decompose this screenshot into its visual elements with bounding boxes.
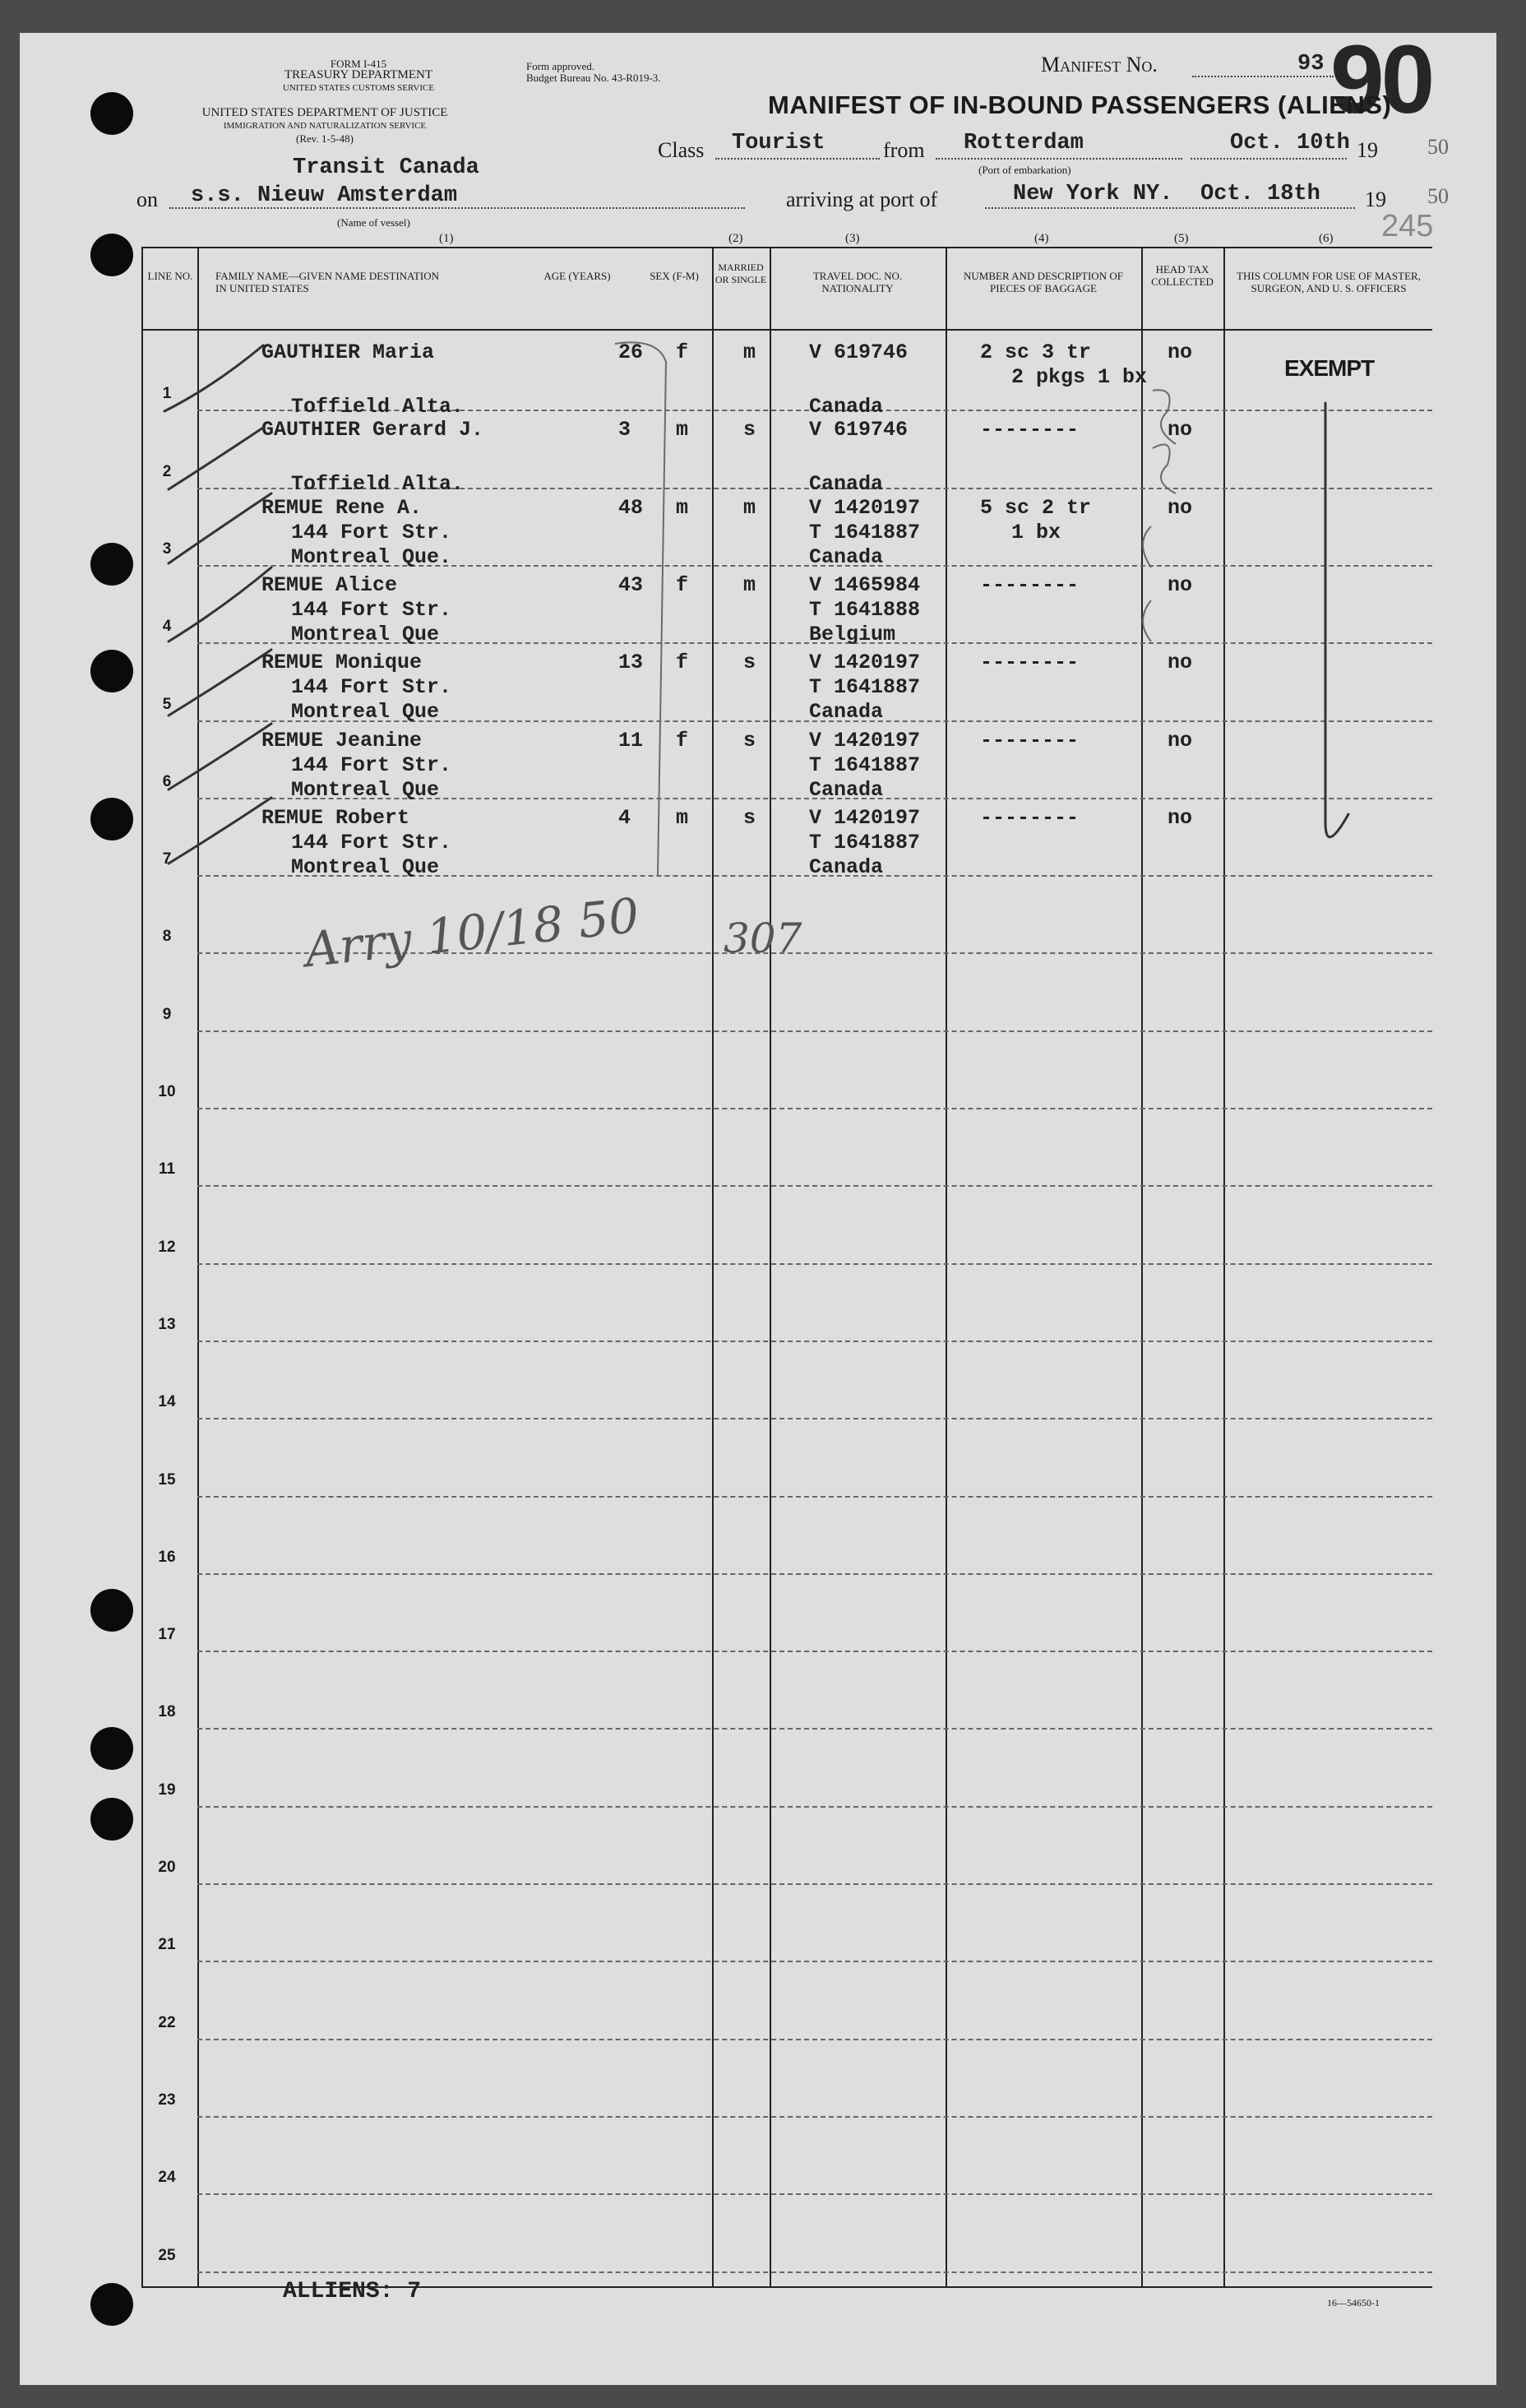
line-number: 16 — [158, 1548, 176, 1566]
passenger-visa-number: V 1420197 — [809, 651, 921, 675]
passenger-nationality: Canada — [809, 395, 884, 419]
vessel-name: s.s. Nieuw Amsterdam — [191, 183, 458, 208]
passenger-name: REMUE Robert — [261, 805, 410, 830]
passenger-marital-status: s — [743, 651, 756, 675]
form-approved: Form approved. — [526, 60, 595, 72]
passenger-destination-city: Montreal Que. — [291, 544, 452, 569]
manifest-no-stamp: 90 — [1330, 25, 1432, 134]
passenger-baggage: -------- — [980, 805, 1080, 830]
stamp-245: 245 — [1381, 209, 1434, 243]
line-number: 5 — [162, 695, 172, 713]
passenger-baggage: 2 sc 3 tr — [980, 340, 1092, 364]
vessel-caption: (Name of vessel) — [337, 216, 410, 229]
line-number: 19 — [158, 1781, 176, 1799]
passenger-travel-doc: T 1641887 — [809, 752, 921, 777]
port-caption: (Port of embarkation) — [978, 164, 1071, 176]
col-header-headtax: HEAD TAX COLLECTED — [1151, 263, 1214, 288]
passenger-visa-number: V 619746 — [809, 418, 909, 442]
passenger-destination-city: Montreal Que — [291, 700, 440, 725]
col-header-married: MARRIED OR SINGLE — [714, 262, 767, 285]
passenger-nationality: Canada — [809, 700, 884, 725]
customs-service: UNITED STATES CUSTOMS SERVICE — [282, 83, 435, 93]
line-number: 2 — [162, 462, 172, 480]
passenger-baggage: -------- — [980, 651, 1080, 675]
passenger-nationality: Canada — [809, 854, 884, 879]
aliens-total: ALLIENS: 7 — [283, 2279, 422, 2304]
passenger-marital-status: s — [743, 805, 756, 830]
footer-code: 16—54650-1 — [1327, 2297, 1380, 2308]
year-prefix: 19 — [1357, 138, 1378, 162]
line-number: 11 — [158, 1160, 176, 1179]
budget-bureau: Budget Bureau No. 43-R019-3. — [526, 72, 661, 84]
passenger-sex: f — [676, 651, 689, 675]
exempt-stamp: EXEMPT — [1284, 355, 1375, 381]
line-number: 18 — [158, 1703, 176, 1721]
passenger-baggage: 5 sc 2 tr — [980, 495, 1092, 520]
passenger-name: REMUE Alice — [261, 572, 398, 597]
line-number: 15 — [158, 1470, 176, 1489]
from-label: from — [883, 138, 925, 162]
passenger-marital-status: s — [743, 418, 756, 442]
passenger-travel-doc: T 1641888 — [809, 597, 921, 622]
line-number: 4 — [162, 618, 172, 636]
passenger-baggage-extra: 2 pkgs 1 bx — [1011, 365, 1148, 389]
class-label: Class — [658, 138, 705, 162]
passenger-visa-number: V 1420197 — [809, 495, 921, 520]
passenger-sex: m — [676, 495, 689, 520]
line-number: 23 — [158, 2091, 176, 2109]
passenger-sex: m — [676, 418, 689, 442]
passenger-destination-street: 144 Fort Str. — [291, 597, 452, 622]
passenger-destination-street: 144 Fort Str. — [291, 520, 452, 544]
line-number: 24 — [158, 2169, 176, 2187]
col-header-sex: SEX (F-M) — [650, 270, 699, 282]
passenger-destination-street: 144 Fort Str. — [291, 752, 452, 777]
treasury-department: TREASURY DEPARTMENT — [284, 68, 433, 81]
passenger-head-tax: no — [1168, 651, 1193, 675]
passenger-name: REMUE Monique — [261, 651, 423, 675]
passenger-marital-status: m — [743, 572, 756, 597]
line-number: 22 — [158, 2013, 176, 2031]
colnum-5: (5) — [1174, 232, 1189, 245]
line-number: 13 — [158, 1315, 176, 1333]
passenger-age: 13 — [618, 651, 644, 675]
transit-note: Transit Canada — [293, 155, 479, 180]
passenger-visa-number: V 1420197 — [809, 728, 921, 752]
passenger-age: 11 — [618, 728, 644, 752]
year-suffix-2: 50 — [1427, 184, 1449, 208]
arrival-date: Oct. 18th — [1200, 182, 1320, 206]
passenger-head-tax: no — [1168, 495, 1193, 520]
passenger-name: REMUE Jeanine — [261, 728, 423, 752]
passenger-destination-city: Montreal Que — [291, 854, 440, 879]
colnum-1: (1) — [439, 232, 454, 245]
passenger-age: 43 — [618, 572, 644, 597]
passenger-nationality: Belgium — [809, 622, 896, 646]
passenger-marital-status: s — [743, 728, 756, 752]
passenger-name: GAUTHIER Gerard J. — [261, 418, 484, 442]
colnum-2: (2) — [728, 232, 743, 245]
passenger-marital-status: m — [743, 340, 756, 364]
revision: (Rev. 1-5-48) — [296, 132, 354, 145]
passenger-nationality: Canada — [809, 544, 884, 569]
line-number: 14 — [158, 1393, 176, 1411]
passenger-baggage: -------- — [980, 728, 1080, 752]
col-header-age: AGE (YEARS) — [543, 270, 611, 282]
passenger-destination-city: Toffield Alta. — [291, 472, 465, 497]
line-number: 9 — [162, 1005, 172, 1023]
col-header-travel: TRAVEL DOC. NO. NATIONALITY — [812, 270, 903, 294]
line-number: 20 — [158, 1859, 176, 1876]
col-header-line: LINE NO. — [147, 270, 193, 282]
passenger-sex: f — [676, 572, 689, 597]
line-number: 3 — [162, 539, 172, 558]
passenger-marital-status: m — [743, 495, 756, 520]
colnum-6: (6) — [1319, 232, 1334, 245]
passenger-head-tax: no — [1168, 418, 1193, 442]
passenger-head-tax: no — [1168, 572, 1193, 597]
line-number: 10 — [158, 1083, 176, 1100]
passenger-age: 48 — [618, 495, 644, 520]
passenger-baggage: -------- — [980, 418, 1080, 442]
passenger-destination-city: Montreal Que — [291, 777, 440, 802]
passenger-visa-number: V 619746 — [809, 340, 909, 364]
passenger-baggage-extra: 1 bx — [1011, 520, 1061, 544]
line-number: 25 — [158, 2246, 176, 2264]
passenger-age: 26 — [618, 340, 644, 364]
passenger-destination-city: Toffield Alta. — [291, 395, 465, 419]
passenger-visa-number: V 1465984 — [809, 572, 921, 597]
from-value: Rotterdam — [964, 131, 1084, 155]
year-suffix: 50 — [1427, 135, 1449, 159]
passenger-age: 3 — [618, 418, 631, 442]
on-label: on — [136, 188, 158, 211]
passenger-nationality: Canada — [809, 777, 884, 802]
passenger-nationality: Canada — [809, 472, 884, 497]
ins-service: IMMIGRATION AND NATURALIZATION SERVICE — [223, 121, 427, 131]
passenger-travel-doc: T 1641887 — [809, 520, 921, 544]
passenger-name: GAUTHIER Maria — [261, 340, 435, 364]
depart-date: Oct. 10th — [1230, 131, 1350, 155]
passenger-age: 4 — [618, 805, 631, 830]
colnum-3: (3) — [845, 232, 860, 245]
passenger-destination-city: Montreal Que — [291, 622, 440, 646]
line-number: 12 — [158, 1238, 176, 1256]
handwritten-number: 307 — [724, 915, 802, 962]
passenger-baggage: -------- — [980, 572, 1080, 597]
arrival-handwritten-note: Arry 10/18 50 — [302, 887, 642, 979]
passenger-travel-doc: T 1641887 — [809, 830, 921, 854]
col-header-name: FAMILY NAME—GIVEN NAME DESTINATION IN UNITED STATES — [215, 270, 440, 294]
year-prefix-2: 19 — [1365, 188, 1386, 211]
line-number: 7 — [162, 850, 172, 868]
col-header-baggage: NUMBER AND DESCRIPTION OF PIECES OF BAGGAGE — [964, 270, 1123, 294]
colnum-4: (4) — [1034, 232, 1049, 245]
passenger-name: REMUE Rene A. — [261, 495, 423, 520]
arriving-label: arriving at port of — [786, 188, 938, 211]
passenger-travel-doc: T 1641887 — [809, 675, 921, 700]
page-title: MANIFEST OF IN-BOUND PASSENGERS (ALIENS) — [768, 90, 1392, 119]
justice-department: UNITED STATES DEPARTMENT OF JUSTICE — [201, 106, 448, 119]
line-number: 17 — [158, 1626, 176, 1644]
line-number: 21 — [158, 1936, 176, 1954]
manifest-no-label: Manifest No. — [1041, 53, 1158, 76]
passenger-destination-street: 144 Fort Str. — [291, 830, 452, 854]
passenger-head-tax: no — [1168, 805, 1193, 830]
passenger-sex: f — [676, 728, 689, 752]
passenger-sex: f — [676, 340, 689, 364]
line-number: 6 — [162, 772, 172, 790]
form-number: FORM I-415 — [330, 58, 387, 70]
class-value: Tourist — [732, 131, 825, 155]
passenger-destination-street: 144 Fort Str. — [291, 675, 452, 700]
line-number: 8 — [162, 928, 172, 946]
passenger-visa-number: V 1420197 — [809, 805, 921, 830]
arrival-port: New York NY. — [1013, 182, 1173, 206]
passenger-sex: m — [676, 805, 689, 830]
line-number: 1 — [162, 385, 172, 403]
col-header-officers: THIS COLUMN FOR USE OF MASTER, SURGEON, AND U. S. OFFICERS — [1237, 270, 1421, 294]
passenger-head-tax: no — [1168, 728, 1193, 752]
manifest-no-small: 93 — [1297, 52, 1325, 76]
passenger-head-tax: no — [1168, 340, 1193, 364]
